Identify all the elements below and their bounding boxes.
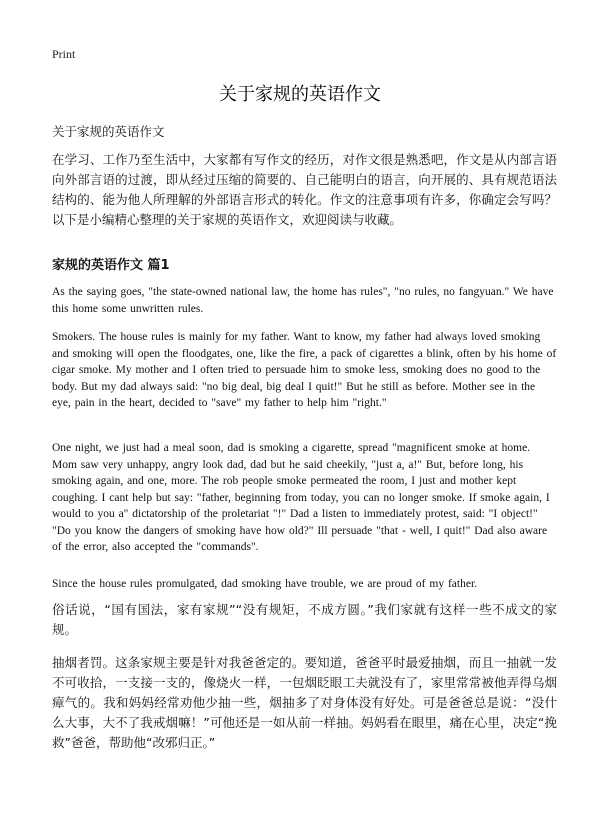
english-paragraph-2: Smokers. The house rules is mainly for my father. Want to know, my father had always loved smoking and smoking will open the floodgates, one, like the fire, a pack of cigarettes a blink, often by his home of cigar smoke. My mother and I often tried to persuade him to smoke less, smoking does no good to the body. But my dad always said: "no big deal, big deal I quit!" But he still as before. Mother see in the eye, pain in the heart, decided to "save" my father to help him "right." bbox=[52, 331, 557, 409]
section-heading: 家规的英语作文 篇1 bbox=[52, 258, 170, 273]
chinese-paragraph-2: 抽烟者罚。这条家规主要是针对我爸爸定的。要知道，爸爸平时最爱抽烟，而且一抽就一发不可收拾，一支接一支的，像烧火一样，一包烟眨眼工夫就没有了，家里常常被他弄得乌烟瘴气的。我和妈妈经常劝他少抽一些，烟抽多了对身体没有好处。可是爸爸总是说：“没什么大事，大不了我戒烟嘛！”可他还是一如从前一样抽。妈妈看在眼里，痛在心里，决定“挽救”爸爸，帮助他“改邪归正。” bbox=[52, 655, 557, 750]
english-paragraph-3: One night, we just had a meal soon, dad is smoking a cigarette, spread "magnificent smoke at home. Mom saw very unhappy, angry look dad, dad but he said cheekily, "just a, a!" But, before long, his smoking again, and one, more. The rob people smoke permeated the room, I just and mother kept coughing. I cant help but say: "father, beginning from today, you can no longer smoke. If smoke again, I would to you a" dictatorship of the proletariat "!" Dad a listen to immediately protest, said: "I object!" "Do you know the dangers of smoking have how old?" Ill persuade "that - well, I quit!" Dad also aware of the error, also accepted the "commands". bbox=[52, 442, 550, 553]
english-paragraph-1: As the saying goes, "the state-owned national law, the home has rules", "no rules, no fangyuan." We have this home some unwritten rules. bbox=[52, 286, 554, 315]
print-link[interactable]: Print bbox=[52, 47, 76, 61]
intro-paragraph: 在学习、工作乃至生活中，大家都有写作文的经历，对作文很是熟悉吧，作文是从内部言语向外部言语的过渡，即从经过压缩的简要的、自己能明白的语言，向开展的、具有规范语法结构的、能为他人所理解的外部语言形式的转化。作文的注意事项有许多，你确定会写吗？以下是小编精心整理的关于家规的英语作文，欢迎阅读与收藏。 bbox=[52, 152, 557, 227]
page-title: 关于家规的英语作文 bbox=[219, 84, 381, 105]
article-subtitle: 关于家规的英语作文 bbox=[52, 124, 165, 139]
english-paragraph-4: Since the house rules promulgated, dad smoking have trouble, we are proud of my father. bbox=[52, 578, 478, 590]
chinese-paragraph-1: 俗话说，“国有国法，家有家规”“没有规矩，不成方圆。”我们家就有这样一些不成文的家规。 bbox=[52, 602, 557, 637]
